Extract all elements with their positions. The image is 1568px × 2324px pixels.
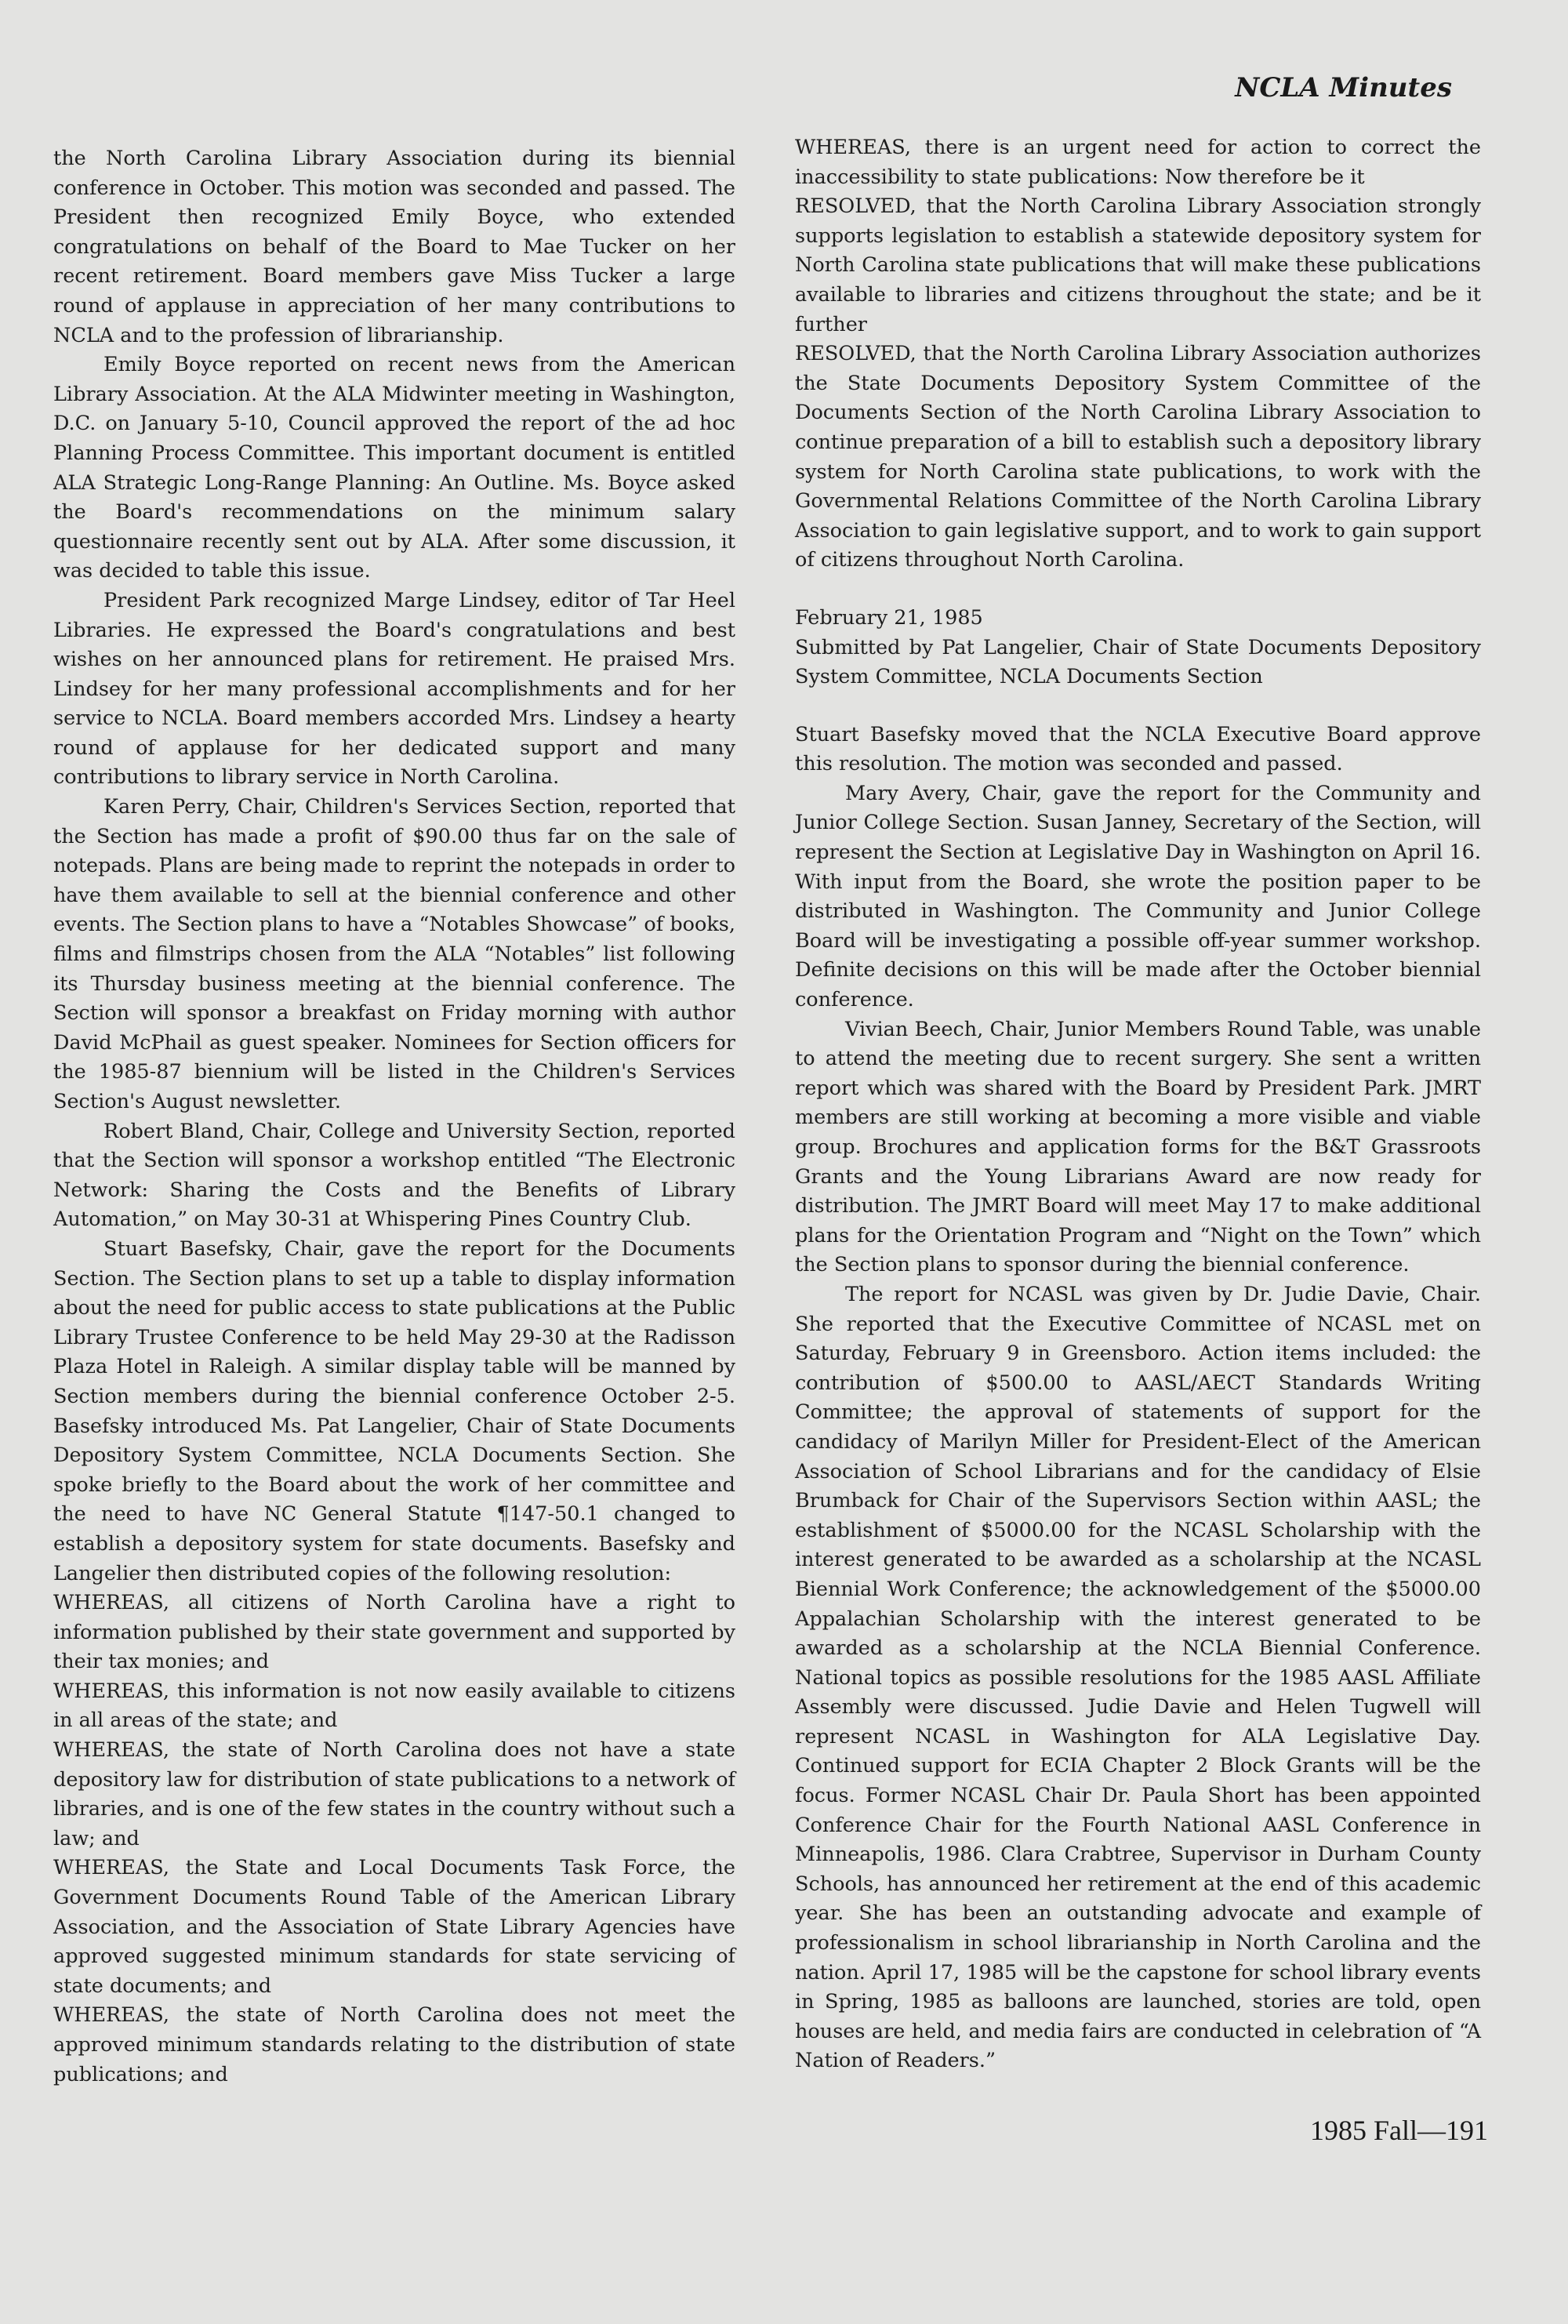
resolution-clause: RESOLVED, that the North Carolina Library Association authorizes the State Documents Depository System Committee of the Documents Section of the North Carolina Library Association to continue preparation of a bill to establish such a depository library system for North Carolina state publications, to work with the Governmental Relations Committee of the North Carolina Library Association to gain legislative support, and to work to gain support of citizens throughout North Carolina. [795, 342, 1481, 572]
resolution-clause: WHEREAS, the state of North Carolina does not meet the approved minimum standards relating to the distribution of state publications; and [53, 2003, 735, 2086]
paragraph: Stuart Basefsky, Chair, gave the report for the Documents Section. The Section plans to set up a table to display information about the need for public access to state publications at the Public Library Trustee Conference to be held May 29-30 at the Radisson Plaza Hotel in Raleigh. A similar display table will be manned by Section members during the biennial conference October 2-5. Basefsky introduced Ms. Pat Langelier, Chair of State Documents Depository System Committee, NCLA Documents Section. She spoke briefly to the Board about the work of her committee and the need to have NC General Statute ¶147-50.1 changed to establish a depository system for state documents. Basefsky and Langelier then distributed copies of the following resolution: [53, 1236, 735, 1585]
submitted-by: Submitted by Pat Langelier, Chair of State Documents Depository System Committee, NCLA Documents Section [795, 635, 1481, 689]
left-column [53, 144, 735, 2090]
resolution-clause: RESOLVED, that the North Carolina Library Association strongly supports legislation to establish a statewide depository system for North Carolina state publications that will make these publications available to libraries and citizens throughout the state; and be it further [795, 194, 1481, 336]
page-number: 1985 Fall—191 [1309, 2115, 1488, 2146]
running-head: NCLA Minutes [1235, 72, 1452, 103]
resolution-clause: WHEREAS, there is an urgent need for action to correct the inaccessibility to state publications: Now therefore be it [795, 136, 1481, 189]
paragraph: the North Carolina Library Association during its biennial conference in October. This motion was seconded and passed. The President then recognized Emily Boyce, who extended congratulations on behalf of the Board to Mae Tucker on her recent retirement. Board members gave Miss Tucker a large round of applause in appreciation of her many contributions to NCLA and to the profession of librarianship. [53, 147, 735, 347]
resolution-clause: WHEREAS, all citizens of North Carolina have a right to information published by their state government and supported by their tax monies; and [53, 1591, 735, 1674]
paragraph: Emily Boyce reported on recent news from the American Library Association. At the ALA Midwinter meeting in Washington, D.C. on January 5-10, Council approved the report of the ad hoc Planning Process Committee. This important document is entitled ALA Strategic Long-Range Planning: An Outline. Ms. Boyce asked the Board's recommendations on the minimum salary questionnaire recently sent out by ALA. After some discussion, it was decided to table this issue. [53, 353, 735, 583]
paragraph: Karen Perry, Chair, Children's Services Section, reported that the Section has made a profit of $90.00 thus far on the sale of notepads. Plans are being made to reprint the notepads in order to have them available to sell at the biennial conference and other events. The Section plans to have a “Notables Showcase” of books, films and filmstrips chosen from the ALA “Notables” list following its Thursday business meeting at the biennial conference. The Section will sponsor a breakfast on Friday morning with author David McPhail as guest speaker. Nominees for Section officers for the 1985-87 biennium will be listed in the Children's Services Section's August newsletter. [53, 795, 735, 1113]
resolution-date: February 21, 1985 [795, 605, 983, 630]
paragraph: Stuart Basefsky moved that the NCLA Executive Board approve this resolution. The motion was seconded and passed. [795, 722, 1481, 776]
resolution-clause: WHEREAS, this information is not now easily available to citizens in all areas of the state; and [53, 1679, 735, 1733]
paragraph: Vivian Beech, Chair, Junior Members Round Table, was unable to attend the meeting due to recent surgery. She sent a written report which was shared with the Board by President Park. JMRT members are still working at becoming a more visible and viable group. Brochures and application forms for the B&T Grassroots Grants and the Young Librarians Award are now ready for distribution. The JMRT Board will meet May 17 to make additional plans for the Orientation Program and “Night on the Town” which the Section plans to sponsor during the biennial conference. [795, 1017, 1481, 1277]
resolution-clause: WHEREAS, the State and Local Documents Task Force, the Government Documents Round Table of the American Library Association, and the Association of State Library Agencies have approved suggested minimum standards for state servicing of state documents; and [53, 1856, 735, 1998]
paragraph: Robert Bland, Chair, College and University Section, reported that the Section will sponsor a workshop entitled “The Electronic Network: Sharing the Costs and the Benefits of Library Automation,” on May 30-31 at Whispering Pines Country Club. [53, 1119, 735, 1232]
paragraph: The report for NCASL was given by Dr. Judie Davie, Chair. She reported that the Executive Committee of NCASL met on Saturday, February 9 in Greensboro. Action items included: the contribution of $500.00 to AASL/AECT Standards Writing Committee; the approval of statements of support for the candidacy of Marilyn Miller for President-Elect of the American Association of School Librarians and for the candidacy of Elsie Brumback for Chair of the Supervisors Section within AASL; the establishment of $5000.00 for the NCASL Scholarship with the interest generated to be awarded as a scholarship at the NCASL Biennial Work Conference; the acknowledgement of the $5000.00 Appalachian Scholarship with the interest generated to be awarded as a scholarship at the NCLA Biennial Conference. National topics as possible resolutions for the 1985 AASL Affiliate Assembly were discussed. Judie Davie and Helen Tugwell will represent NCASL in Washington for ALA Legislative Day. Continued support for ECIA Chapter 2 Block Grants will be the focus. Former NCASL Chair Dr. Paula Short has been appointed Conference Chair for the Fourth National AASL Conference in Minneapolis, 1986. Clara Crabtree, Supervisor in Durham County Schools, has announced her retirement at the end of this academic year. She has been an outstanding advocate and example of professionalism in school librarianship in North Carolina and the nation. April 17, 1985 will be the capstone for school library events in Spring, 1985 as balloons are launched, stories are told, open houses are held, and media fairs are conducted in celebration of “A Nation of Readers.” [795, 1282, 1481, 2073]
resolution-clause: WHEREAS, the state of North Carolina does not have a state depository law for distribution of state publications to a network of libraries, and is one of the few states in the country without such a law; and [53, 1738, 735, 1850]
paragraph: Mary Avery, Chair, gave the report for the Community and Junior College Section. Susan Janney, Secretary of the Section, will represent the Section at Legislative Day in Washington on April 16. With input from the Board, she wrote the position paper to be distributed in Washington. The Community and Junior College Board will be investigating a possible off-year summer workshop. Definite decisions on this will be made after the October biennial conference. [795, 781, 1481, 1012]
right-column [795, 133, 1481, 2076]
paragraph: President Park recognized Marge Lindsey, editor of Tar Heel Libraries. He expressed the Board's congratulations and best wishes on her announced plans for retirement. He praised Mrs. Lindsey for her many professional accomplishments and for her service to NCLA. Board members accorded Mrs. Lindsey a hearty round of applause for her dedicated support and many contributions to library service in North Carolina. [53, 588, 735, 790]
